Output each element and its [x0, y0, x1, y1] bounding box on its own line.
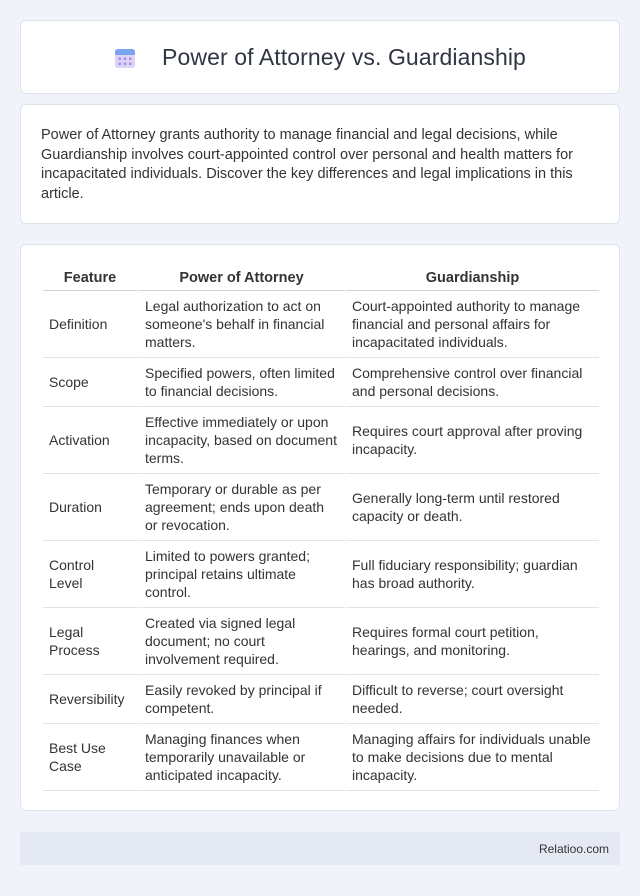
feature-cell: Reversibility	[43, 675, 137, 724]
table-row	[43, 675, 599, 724]
comparison-table	[43, 263, 599, 791]
table-row	[43, 291, 599, 358]
feature-cell: Best Use Case	[43, 724, 137, 791]
calendar-icon	[114, 47, 136, 69]
poa-cell: Specified powers, often limited to financial decisions.	[137, 358, 344, 407]
poa-cell: Managing finances when temporarily unavailable or anticipated incapacity.	[137, 724, 344, 791]
title-card	[20, 20, 620, 94]
header-feature: Feature	[43, 263, 137, 291]
header-power-of-attorney: Power of Attorney	[137, 263, 344, 291]
guardianship-cell: Managing affairs for individuals unable to make decisions due to mental incapacity.	[344, 724, 599, 791]
guardianship-cell: Court-appointed authority to manage financial and personal affairs for incapacitated individuals.	[344, 291, 599, 358]
table-row	[43, 407, 599, 474]
guardianship-cell: Requires formal court petition, hearings, and monitoring.	[344, 608, 599, 675]
poa-cell: Legal authorization to act on someone's behalf in financial matters.	[137, 291, 344, 358]
comparison-table-card	[20, 244, 620, 811]
intro-card	[20, 104, 620, 224]
feature-cell: Activation	[43, 407, 137, 474]
guardianship-cell: Requires court approval after proving incapacity.	[344, 407, 599, 474]
header-guardianship: Guardianship	[344, 263, 599, 291]
feature-cell: Scope	[43, 358, 137, 407]
intro-text: Power of Attorney grants authority to manage financial and legal decisions, while Guardianship involves court-appointed control over personal and health matters for incapacitated individuals. Discover the key differences and legal implications in this article.	[41, 127, 573, 202]
poa-cell: Effective immediately or upon incapacity, based on document terms.	[137, 407, 344, 474]
feature-cell: Legal Process	[43, 608, 137, 675]
guardianship-cell: Comprehensive control over financial and personal decisions.	[344, 358, 599, 407]
feature-cell: Definition	[43, 291, 137, 358]
poa-cell: Limited to powers granted; principal retains ultimate control.	[137, 541, 344, 608]
feature-cell: Duration	[43, 474, 137, 541]
table-row	[43, 474, 599, 541]
table-row	[43, 608, 599, 675]
poa-cell: Easily revoked by principal if competent.	[137, 675, 344, 724]
table-row	[43, 541, 599, 608]
page-title: Power of Attorney vs. Guardianship	[162, 43, 526, 70]
guardianship-cell: Difficult to reverse; court oversight needed.	[344, 675, 599, 724]
footer	[20, 832, 620, 865]
feature-cell: Control Level	[43, 541, 137, 608]
table-row	[43, 358, 599, 407]
footer-brand: Relatioo.com	[538, 841, 609, 856]
poa-cell: Temporary or durable as per agreement; ends upon death or revocation.	[137, 474, 344, 541]
guardianship-cell: Full fiduciary responsibility; guardian has broad authority.	[344, 541, 599, 608]
table-header-row	[43, 263, 599, 291]
poa-cell: Created via signed legal document; no court involvement required.	[137, 608, 344, 675]
guardianship-cell: Generally long-term until restored capacity or death.	[344, 474, 599, 541]
table-row	[43, 724, 599, 791]
